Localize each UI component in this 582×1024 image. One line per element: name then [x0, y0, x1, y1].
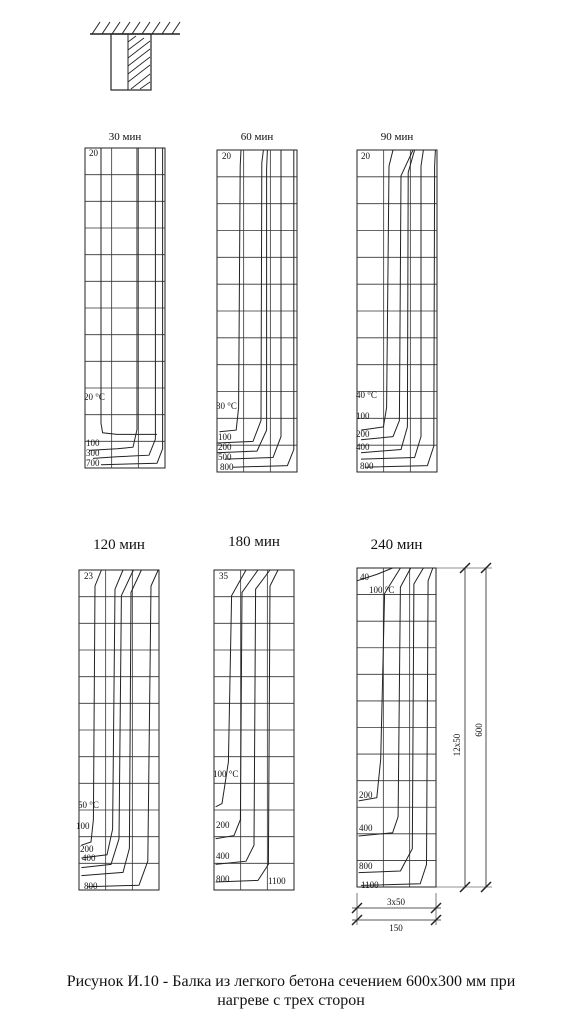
- panel-title: 90 мин: [380, 131, 414, 143]
- temperature-label: 50 °C: [78, 800, 99, 810]
- temperature-label: 300: [86, 448, 100, 458]
- temperature-label: 40: [360, 572, 369, 582]
- temperature-label: 23: [84, 571, 93, 581]
- panel-1: [84, 131, 165, 468]
- temperature-label: 200: [218, 442, 232, 452]
- isotherm-curve: [101, 148, 163, 465]
- temperature-label: 1100: [268, 876, 286, 886]
- isotherm-panels: [76, 131, 437, 891]
- temperature-label: 400: [216, 851, 230, 861]
- temperature-label: 500: [218, 452, 232, 462]
- isotherm-curve: [359, 568, 401, 801]
- temperature-label: 40 °C: [356, 390, 377, 400]
- temperature-label: 800: [220, 462, 234, 472]
- figure-caption: [0, 972, 582, 1010]
- isotherm-curve: [233, 150, 294, 467]
- caption-line-1: Рисунок И.10 - Балка из легкого бетона сечением 600х300 мм при: [66, 973, 516, 990]
- temperature-label: 800: [359, 861, 373, 871]
- isotherm-curve: [361, 150, 423, 459]
- temperature-label: 200: [359, 790, 373, 800]
- beam-schematic-icon: [90, 22, 180, 90]
- isotherm-curve: [89, 148, 137, 450]
- temperature-label: 20: [89, 148, 98, 158]
- temperature-label: 100: [218, 432, 232, 442]
- isotherm-curve: [225, 150, 281, 459]
- dim-width-total: 150: [389, 923, 403, 933]
- panel-title: 180 мин: [228, 534, 280, 550]
- isotherm-curve: [81, 570, 123, 858]
- temperature-label: 35: [219, 571, 228, 581]
- caption-line-2: нагреве с трех сторон: [217, 992, 365, 1009]
- temperature-label: 400: [82, 853, 96, 863]
- temperature-label: 200: [356, 429, 370, 439]
- panel-title: 60 мин: [240, 131, 274, 143]
- temperature-label: 100 °C: [369, 585, 395, 595]
- isotherm-curve: [361, 150, 393, 430]
- panel-6: [357, 537, 436, 890]
- isotherm-curve: [93, 148, 155, 458]
- temperature-label: 400: [356, 442, 370, 452]
- dim-width-grid: 3x50: [387, 897, 405, 907]
- panel-3: [356, 131, 437, 472]
- isotherm-curve: [87, 570, 158, 887]
- temperature-label: 20 °C: [84, 392, 105, 402]
- temperature-label: 800: [84, 881, 98, 891]
- panel-2: [216, 131, 297, 472]
- temperature-label: 400: [359, 823, 373, 833]
- temperature-label: 1100: [361, 880, 379, 890]
- isotherm-curve: [216, 570, 278, 882]
- temperature-label: 100: [86, 438, 100, 448]
- temperature-label: 100: [76, 821, 90, 831]
- isotherm-curve: [361, 568, 433, 885]
- temperature-label: 800: [216, 874, 230, 884]
- panel-title: 240 мин: [370, 537, 423, 553]
- temperature-label: 800: [360, 461, 374, 471]
- temperature-label: 200: [80, 844, 94, 854]
- isotherm-curve: [219, 150, 241, 432]
- temperature-label: 100 °C: [213, 769, 239, 779]
- dim-height-grid: 12x50: [452, 733, 462, 757]
- panel-title: 30 мин: [108, 131, 142, 143]
- panel-4: [76, 537, 159, 891]
- panel-5: [213, 534, 294, 890]
- temperature-label: 100: [356, 411, 370, 421]
- temperature-label: 30 °C: [216, 401, 237, 411]
- panel-title: 120 мин: [93, 537, 145, 553]
- temperature-label: 700: [86, 458, 100, 468]
- temperature-label: 20: [222, 151, 231, 161]
- isotherm-curve: [101, 148, 157, 434]
- temperature-label: 20: [361, 151, 370, 161]
- temperature-label: 200: [216, 820, 230, 830]
- isotherm-curve: [216, 570, 258, 839]
- dim-height-total: 600: [474, 723, 484, 737]
